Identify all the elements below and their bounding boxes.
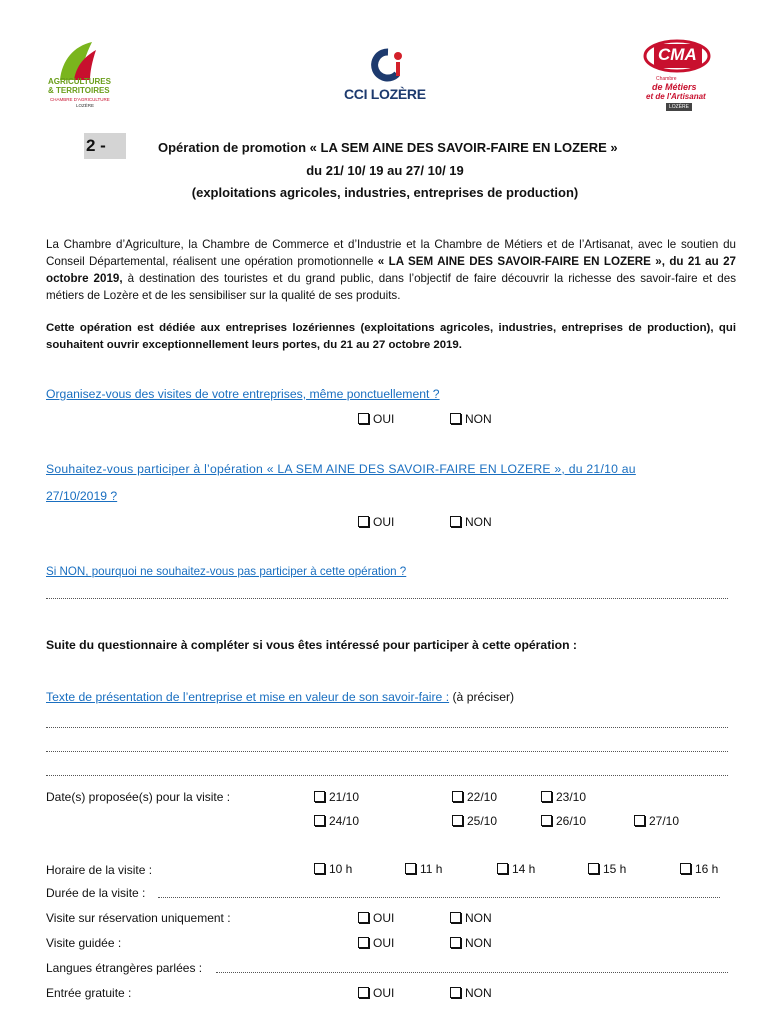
checkbox-icon[interactable]	[314, 815, 325, 826]
hour-label: 10 h	[329, 862, 353, 876]
date-option-2210[interactable]	[452, 790, 497, 804]
question-participate: Souhaitez-vous participer à l’opération « LA SEM AINE DES SAVOIR-FAIRE EN LOZERE », du 21/10 au	[46, 462, 636, 476]
agri-line4: LOZÈRE	[76, 103, 95, 108]
hour-label: 11 h	[420, 862, 443, 876]
presentation-line	[46, 690, 514, 704]
free-oui-option[interactable]	[358, 986, 394, 1000]
hour-option-10[interactable]	[314, 862, 352, 876]
presentation-line-2[interactable]	[46, 750, 728, 752]
hour-option-11[interactable]	[405, 862, 442, 876]
cma-line2: de Métiers	[652, 82, 697, 92]
checkbox-icon[interactable]	[450, 413, 461, 424]
checkbox-icon[interactable]	[314, 791, 325, 802]
date-option-2510[interactable]	[452, 814, 497, 828]
reservation-oui-option[interactable]	[358, 911, 394, 925]
date-label: 26/10	[556, 814, 587, 828]
checkbox-icon[interactable]	[314, 863, 325, 874]
checkbox-icon[interactable]	[358, 987, 369, 998]
non-label: NON	[465, 911, 492, 925]
date-label: 23/10	[556, 790, 587, 804]
question-visits: Organisez-vous des visites de votre entreprises, même ponctuellement ?	[46, 387, 440, 401]
intro-text-bold: « LA SEM AINE DES SAVOIR-FAIRE EN LOZERE », du 21 au 27 octobre 2019,	[46, 255, 736, 285]
hour-label: 16 h	[695, 862, 719, 876]
checkbox-icon[interactable]	[541, 815, 552, 826]
free-non-option[interactable]	[450, 986, 492, 1000]
checkbox-icon[interactable]	[497, 863, 508, 874]
date-label: 22/10	[467, 790, 498, 804]
checkbox-icon[interactable]	[452, 791, 463, 802]
checkbox-icon[interactable]	[588, 863, 599, 874]
guided-non-option[interactable]	[450, 936, 492, 950]
languages-label: Langues étrangères parlées :	[46, 961, 203, 975]
agri-line3: CHAMBRE D'AGRICULTURE	[50, 97, 110, 102]
cma-mark: CMA	[658, 45, 697, 64]
intro-text-c: à destination des touristes et du grand public, dans l’objectif de faire découvrir la richesse des savoir-faire et des métiers de Lozère et de les sensibiliser sur la qualité de ses produits.	[46, 272, 736, 302]
reservation-non-option[interactable]	[450, 911, 492, 925]
agri-logo	[48, 40, 128, 115]
date-label: 25/10	[467, 814, 498, 828]
checkbox-icon[interactable]	[452, 815, 463, 826]
checkbox-icon[interactable]	[541, 791, 552, 802]
q1-non-label: NON	[465, 412, 492, 426]
checkbox-icon[interactable]	[358, 413, 369, 424]
cma-line4: LOZÈRE	[666, 103, 692, 111]
q1-non-option[interactable]	[450, 412, 492, 426]
checkbox-icon[interactable]	[450, 516, 461, 527]
q2-non-label: NON	[465, 515, 492, 529]
languages-answer-line[interactable]	[216, 972, 728, 973]
duration-label: Durée de la visite :	[46, 886, 146, 900]
cma-logo	[642, 38, 714, 114]
checkbox-icon[interactable]	[358, 912, 369, 923]
q1-oui-label: OUI	[373, 412, 395, 426]
checkbox-icon[interactable]	[358, 516, 369, 527]
date-label: 21/10	[329, 790, 360, 804]
question-participate-2: 27/10/2019 ?	[46, 489, 118, 503]
date-label: 24/10	[329, 814, 360, 828]
agri-line2: & TERRITOIRES	[48, 86, 110, 95]
date-option-2310[interactable]	[541, 790, 586, 804]
agri-leaf-icon	[52, 40, 102, 82]
cci-logo	[340, 48, 440, 108]
checkbox-icon[interactable]	[405, 863, 416, 874]
page-dates: du 21/ 10/ 19 au 27/ 10/ 19	[306, 163, 464, 178]
checkbox-icon[interactable]	[450, 987, 461, 998]
oui-label: OUI	[373, 936, 395, 950]
checkbox-icon[interactable]	[680, 863, 691, 874]
cci-emblem-icon	[368, 48, 408, 82]
hour-label: 14 h	[512, 862, 536, 876]
checkbox-icon[interactable]	[450, 937, 461, 948]
cma-line1: Chambre	[656, 76, 677, 82]
presentation-link[interactable]: Texte de présentation de l’entreprise et mise en valeur de son savoir-faire :	[46, 690, 450, 704]
why-not-answer-line[interactable]	[46, 597, 728, 599]
q1-oui-option[interactable]	[358, 412, 394, 426]
hour-option-16[interactable]	[680, 862, 718, 876]
checkbox-icon[interactable]	[358, 937, 369, 948]
checkbox-icon[interactable]	[450, 912, 461, 923]
hour-option-15[interactable]	[588, 862, 626, 876]
date-label: 27/10	[649, 814, 680, 828]
page-title: Opération de promotion « LA SEM AINE DES SAVOIR-FAIRE EN LOZERE »	[158, 140, 618, 155]
date-option-2610[interactable]	[541, 814, 586, 828]
question-why-not: Si NON, pourquoi ne souhaitez-vous pas participer à cette opération ?	[46, 565, 407, 578]
intro-text-a: La Chambre d’Agriculture, la Chambre de Commerce et d’Industrie et la Chambre de Métiers et de l’Artisanat, avec le soutien du Conseil Départemental, réalisent une opération promotionnelle	[46, 238, 736, 268]
presentation-line-3[interactable]	[46, 774, 728, 776]
agri-line1: AGRICULTURES	[48, 77, 111, 86]
hour-label: 15 h	[603, 862, 627, 876]
checkbox-icon[interactable]	[634, 815, 645, 826]
date-option-2710[interactable]	[634, 814, 679, 828]
non-label: NON	[465, 986, 492, 1000]
non-label: NON	[465, 936, 492, 950]
presentation-line-1[interactable]	[46, 726, 728, 728]
intro-paragraph-2: Cette opération est dédiée aux entreprises lozériennes (exploitations agricoles, industries, entreprises de production), qui souhaitent ouvrir exceptionnellement leurs portes, du 21 au 27 octobre 2019.	[46, 322, 736, 351]
free-entry-label: Entrée gratuite :	[46, 986, 132, 1000]
section-number: 2 -	[84, 133, 126, 159]
intro-paragraph	[46, 236, 736, 304]
page-subtitle: (exploitations agricoles, industries, entreprises de production)	[191, 185, 579, 200]
hour-option-14[interactable]	[497, 862, 535, 876]
presentation-note: (à préciser)	[449, 690, 515, 704]
duration-answer-line[interactable]	[158, 897, 720, 898]
date-option-2110[interactable]	[314, 790, 359, 804]
dates-label: Date(s) proposée(s) pour la visite :	[46, 790, 231, 804]
oui-label: OUI	[373, 986, 395, 1000]
q2-oui-label: OUI	[373, 515, 395, 529]
q2-non-option[interactable]	[450, 515, 492, 529]
followup-heading: Suite du questionnaire à compléter si vous êtes intéressé pour participer à cette opération :	[46, 638, 577, 652]
cma-line3: et de l'Artisanat	[646, 92, 706, 101]
hours-label: Horaire de la visite :	[46, 863, 153, 877]
date-option-2410[interactable]	[314, 814, 359, 828]
guided-label: Visite guidée :	[46, 936, 122, 950]
guided-oui-option[interactable]	[358, 936, 394, 950]
q2-oui-option[interactable]	[358, 515, 394, 529]
cci-name: CCI LOZÈRE	[344, 86, 426, 102]
oui-label: OUI	[373, 911, 395, 925]
reservation-label: Visite sur réservation uniquement :	[46, 911, 231, 925]
